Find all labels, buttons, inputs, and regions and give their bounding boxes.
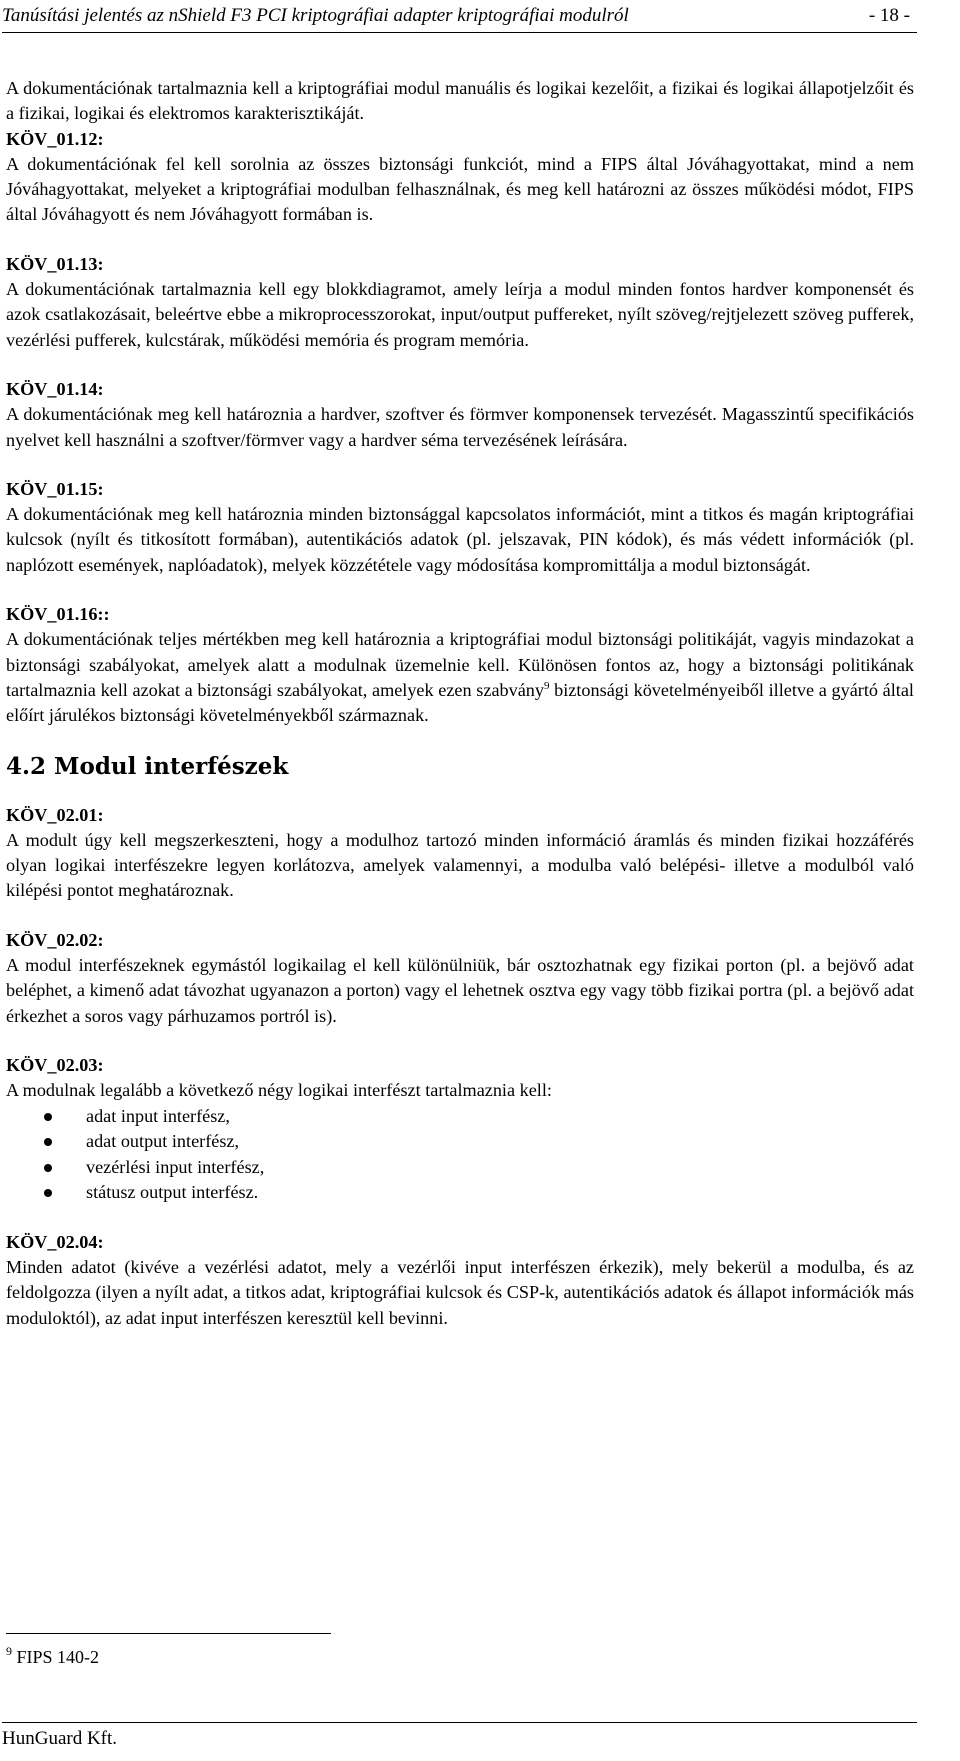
footer-divider bbox=[2, 1722, 917, 1723]
bullet-icon bbox=[44, 1138, 52, 1146]
requirement-block bbox=[6, 252, 914, 353]
requirement-text: Minden adatot (kivéve a vezérlési adatot, mely a vezérlői input interfészen érkezik), mely bekerül a modulba, és az feldolgozza (ilyen a nyílt adat, a titkos adat, kriptográfiai kulcsok és CSP-k, autentikációs adatok és állapot információk más moduloktól), az adat input interfészen keresztül kell bevinni. bbox=[6, 1257, 914, 1328]
requirement-block bbox=[6, 1053, 914, 1206]
list-item-text: adat output interfész, bbox=[86, 1131, 240, 1152]
requirement-block bbox=[6, 803, 914, 904]
footnote-number: 9 bbox=[6, 1644, 12, 1658]
document-title: Tanúsítási jelentés az nShield F3 PCI kriptográfiai adapter kriptográfiai modulról bbox=[2, 5, 629, 26]
intro-paragraph: A dokumentációnak tartalmaznia kell a kriptográfiai modul manuális és logikai kezelőit, a fizikai és logikai állapotjelzőit és a fizikai, logikai és elektromos karakterisztikáját. bbox=[6, 78, 914, 124]
requirement-block bbox=[6, 928, 914, 1029]
list-item bbox=[6, 1104, 914, 1130]
requirement-text-part: A dokumentációnak teljes mértékben meg kell határoznia a kriptográfiai modul biztonsági politikáját, vagyis mindazokat a biztonsági szabályokat, amelyek alatt a modulnak üzemelnie kell. Különösen fontos az, hogy a biztonsági politikának tartalmaznia kell azokat a biztonsági szabályokat, amelyek ezen szabvány bbox=[6, 629, 914, 700]
document-body bbox=[6, 76, 914, 1355]
footnote-reference[interactable]: 9 bbox=[543, 679, 550, 692]
requirement-id: KÖV_01.13: bbox=[6, 253, 104, 274]
bullet-icon bbox=[44, 1113, 52, 1121]
requirement-text: A dokumentációnak meg kell határoznia minden biztonsággal kapcsolatos információt, mint a titkos és magán kriptográfiai kulcsok (nyílt és titkosított formában), autentikációs adatok (pl. jelszavak, PIN kódok), és más védett információk (pl. naplózott események, naplóadatok), melyek közzététele vagy módosítása kompromittálja a modul biztonságát. bbox=[6, 504, 914, 575]
list-item-text: státusz output interfész. bbox=[86, 1182, 259, 1203]
requirement-id: KÖV_01.12: bbox=[6, 128, 104, 149]
page-footer bbox=[2, 1727, 117, 1751]
requirement-text: A modul interfészeknek egymástól logikailag el kell különülniük, bár osztozhatnak egy fizikai porton (pl. a bejövő adat beléphet, a kimenő adat távozhat ugyanazon a porton) vagy el lehetnek osztva egy vagy több fizikai portra (pl. a bejövő adat érkezhet a soros vagy párhuzamos portról is). bbox=[6, 955, 914, 1026]
requirement-id: KÖV_02.02: bbox=[6, 929, 104, 950]
requirement-block bbox=[6, 377, 914, 453]
requirement-block bbox=[6, 602, 914, 728]
footnote-divider bbox=[6, 1633, 331, 1634]
list-item bbox=[6, 1180, 914, 1206]
requirement-id: KÖV_02.03: bbox=[6, 1054, 104, 1075]
requirement-text: A dokumentációnak tartalmaznia kell egy blokkdiagramot, amely leírja a modul minden fontos hardver komponensét és azok csatlakozásait, beleértve ebbe a mikroprocesszorokat, input/output puffereket, nyílt szöveg/rejtjelezett szöveg pufferek, vezérlési pufferek, kulcstárak, működési memória és program memória. bbox=[6, 279, 914, 350]
company-name: HunGuard Kft. bbox=[2, 1728, 118, 1749]
list-item bbox=[6, 1129, 914, 1155]
requirement-id: KÖV_01.15: bbox=[6, 478, 104, 499]
requirement-text: A modult úgy kell megszerkeszteni, hogy a modulhoz tartozó minden információ áramlás és minden fizikai hozzáférés olyan logikai interfészekre legyen korlátozva, amelyek valamennyi, a modulba való belépési- illetve a modulból való kilépési pontot meghatároznak. bbox=[6, 829, 914, 901]
requirement-block bbox=[6, 1230, 914, 1331]
requirement-text: A dokumentációnak meg kell határoznia a hardver, szoftver és förmver komponensek tervezését. Magasszintű specifikációs nyelvet kell használni a szoftver/förmver vagy a hardver séma tervezésének leírására. bbox=[6, 404, 914, 450]
requirement-id: KÖV_01.16:: bbox=[6, 604, 110, 625]
footnote bbox=[6, 1646, 99, 1668]
list-item-text: adat input interfész, bbox=[86, 1105, 230, 1126]
list-item-text: vezérlési input interfész, bbox=[86, 1156, 265, 1177]
requirement-text bbox=[6, 627, 914, 728]
interface-list bbox=[6, 1104, 914, 1206]
bullet-icon bbox=[44, 1164, 52, 1172]
section-heading: 4.2 Modul interfészek bbox=[6, 752, 289, 780]
page-header bbox=[2, 2, 917, 33]
requirement-text: A dokumentációnak fel kell sorolnia az összes biztonsági funkciót, mind a FIPS által Jóváhagyottakat, mind a nem Jóváhagyottakat, melyeket a kriptográfiai modulban felhasználnak, és meg kell határozni az összes működési módot, FIPS által Jóváhagyott és nem Jóváhagyott formában is. bbox=[6, 153, 914, 225]
list-item bbox=[6, 1155, 914, 1181]
footnote-text: FIPS 140-2 bbox=[12, 1647, 100, 1667]
page-number: - 18 - bbox=[868, 5, 910, 26]
requirement-id: KÖV_02.01: bbox=[6, 804, 104, 825]
bullet-icon bbox=[44, 1189, 52, 1197]
requirement-text: A modulnak legalább a következő négy logikai interfészt tartalmaznia kell: bbox=[6, 1080, 552, 1101]
requirement-block bbox=[6, 477, 914, 578]
requirement-block bbox=[6, 127, 914, 228]
requirement-id: KÖV_01.14: bbox=[6, 378, 104, 399]
requirement-id: KÖV_02.04: bbox=[6, 1231, 104, 1252]
requirement-text-part: biztonsági követelményeiből illetve a gyártó által előírt járulékos biztonsági követelményekből származnak. bbox=[6, 679, 914, 726]
